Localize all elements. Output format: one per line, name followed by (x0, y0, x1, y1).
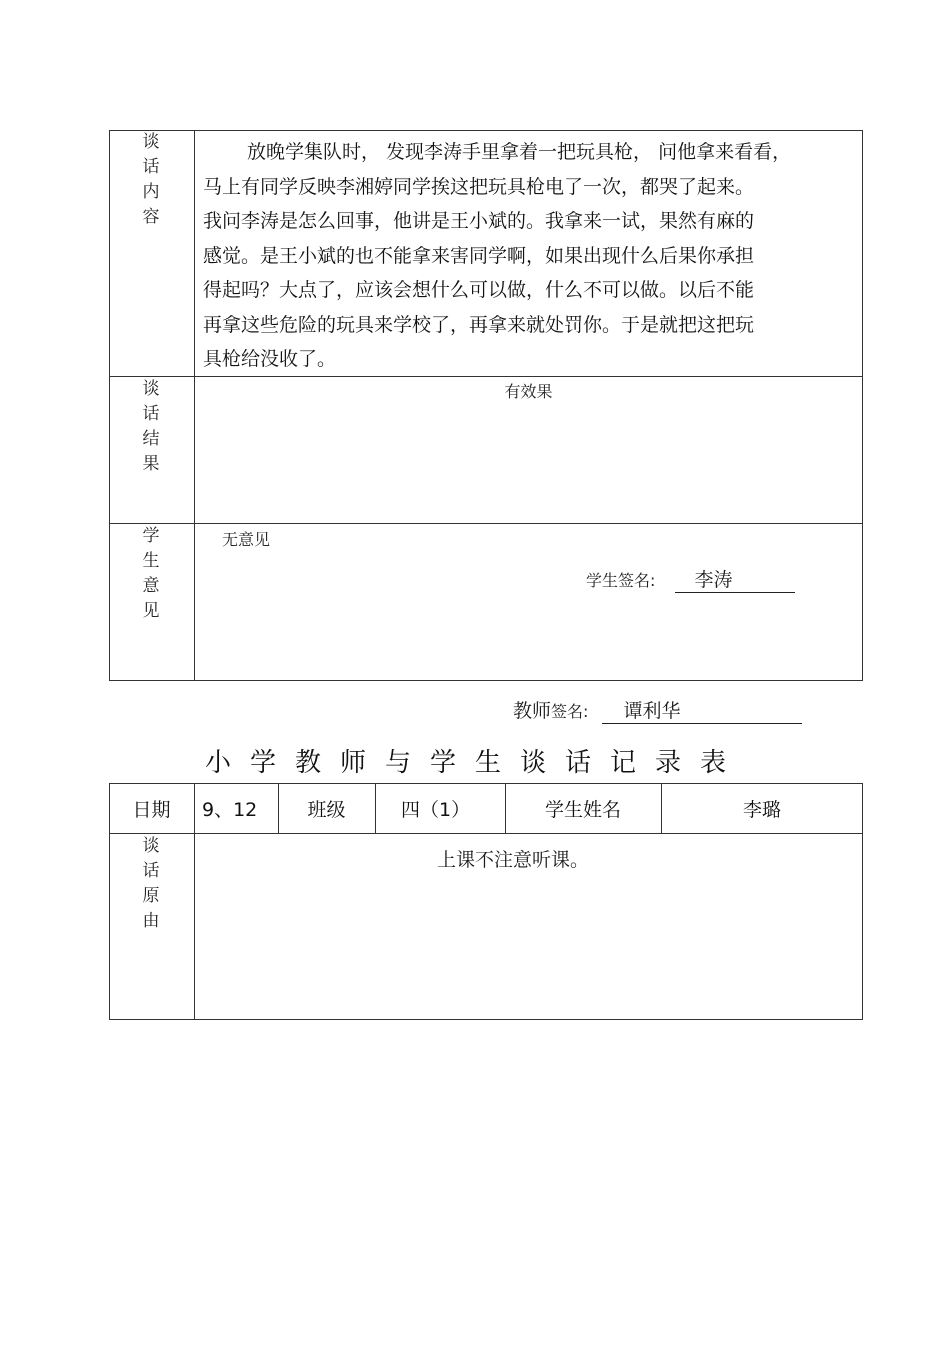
content-line: 马上有同学反映李湘婷同学挨这把玩具枪电了一次，都哭了起来。 (203, 175, 755, 198)
table2-row-divider (109, 833, 863, 834)
result-label: 谈 话 结 果 (142, 379, 160, 474)
date-value: 9、12 (202, 798, 258, 821)
content-line: 我问李涛是怎么回事，他讲是王小斌的。我拿来一试，果然有麻的 (203, 210, 755, 232)
teacher-signature-name: 谭利华 (602, 696, 802, 724)
teacher-signature-label-b: 签名: (551, 702, 589, 721)
content-text (203, 135, 791, 377)
content-line: 具枪给没收了。 (203, 348, 337, 370)
teacher-signature-label-a: 教师 (513, 700, 552, 722)
table1-label-divider (194, 130, 195, 681)
content-label: 谈 话 内 容 (142, 132, 160, 227)
content-line: 得起吗？大点了，应该会想什么可以做，什么不可以做。以后不能 (203, 279, 755, 301)
content-line: 再拿这些危险的玩具来学校了，再拿来就处罚你。于是就把这把玩 (203, 313, 755, 336)
opinion-label: 学 生 意 见 (142, 526, 160, 621)
opinion-text: 无意见 (222, 530, 271, 549)
table1-row-divider (109, 523, 863, 524)
student-signature-label: 学生签名: (586, 571, 656, 590)
class-label: 班级 (307, 798, 346, 821)
student-name-label: 学生姓名 (544, 798, 621, 821)
page-title: 小学教师与学生谈话记录表 (204, 748, 745, 778)
date-label: 日期 (132, 798, 171, 821)
reason-text: 上课不注意听课。 (436, 849, 589, 871)
result-text: 有效果 (504, 382, 553, 401)
student-signature-name: 李涛 (675, 565, 795, 593)
content-line: 感觉。是王小斌的也不能拿来害同学啊，如果出现什么后果你承担 (203, 244, 755, 267)
teacher-signature (513, 696, 802, 724)
class-value: 四（1） (401, 798, 471, 821)
reason-label: 谈 话 原 由 (142, 836, 160, 931)
content-line: 放晚学集队时， 发现李涛手里拿着一把玩具枪， 问他拿来看看， (247, 141, 792, 163)
student-name-value: 李璐 (742, 798, 781, 821)
student-signature (586, 565, 795, 593)
